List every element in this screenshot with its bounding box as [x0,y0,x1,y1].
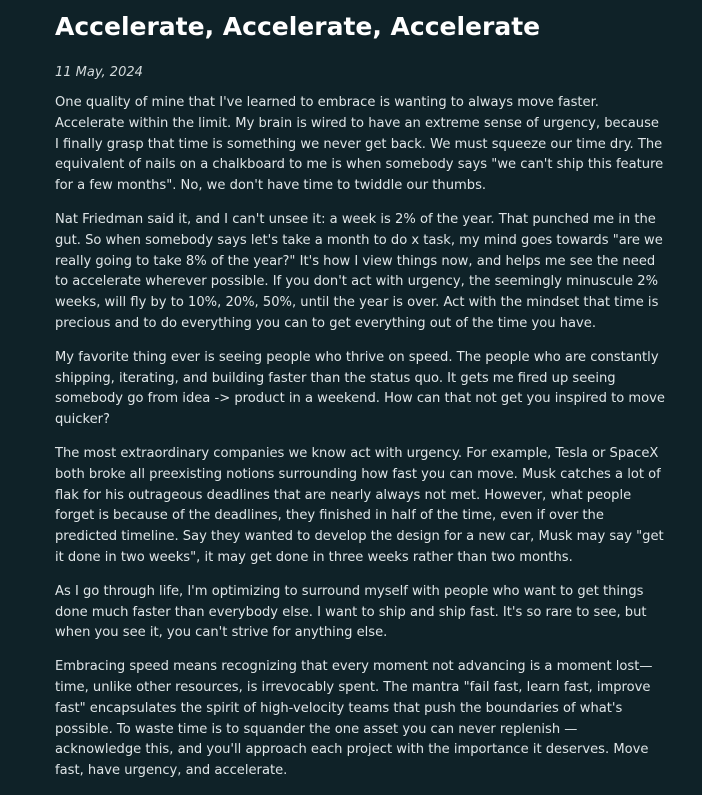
post-body [55,93,665,795]
paragraph: As I go through life, I'm optimizing to surround myself with people who want to get things done much faster than everybody else. I want to ship and ship fast. It's so rare to see, but when you see it, you can't strive for anything else. [55,583,647,641]
paragraph: Nat Friedman said it, and I can't unsee it: a week is 2% of the year. That punched me in the gut. So when somebody says let's take a month to do x task, my mind goes towards "are we really going to take 8% of the year?" It's how I view things now, and helps me see the need to accelerate wherever possible. If you don't act with urgency, the seemingly minuscule 2% weeks, will fly by to 10%, 20%, 50%, until the year is over. Act with the mindset that time is precious and to do everything you can to get everything out of the time you have. [55,211,663,331]
paragraph: My favorite thing ever is seeing people who thrive on speed. The people who are constantly shipping, iterating, and building faster than the status quo. It gets me fired up seeing somebody go from idea -> product in a weekend. How can that not get you inspired to move quicker? [55,349,665,428]
paragraph: Embracing speed means recognizing that every moment not advancing is a moment lost—time, unlike other resources, is irrevocably spent. The mantra "fail fast, learn fast, improve fast" encapsulates the spirit of high-velocity teams that push the boundaries of what's possible. To waste time is to squander the one asset you can never replenish — acknowledge this, and you'll approach each project with the importance it deserves. Move fast, have urgency, and accelerate. [55,659,653,779]
paragraph: The most extraordinary companies we know act with urgency. For example, Tesla or SpaceX both broke all preexisting notions surrounding how fast you can move. Musk catches a lot of flak for his outrageous deadlines that are nearly always not met. However, what people forget is because of the deadlines, they finished in half of the time, even if over the predicted timeline. Say they wanted to develop the design for a new car, Musk may say "get it done in two weeks", it may get done in three weeks rather than two months. [55,445,664,565]
post-date: 11 May, 2024 [55,65,143,80]
post-title: Accelerate, Accelerate, Accelerate [55,12,541,41]
paragraph: One quality of mine that I've learned to embrace is wanting to always move faster. Accelerate within the limit. My brain is wired to have an extreme sense of urgency, because I finally grasp that time is something we never get back. We must squeeze our time dry. The equivalent of nails on a chalkboard to me is when somebody says "we can't ship this feature for a few months". No, we don't have time to twiddle our thumbs. [55,95,664,194]
